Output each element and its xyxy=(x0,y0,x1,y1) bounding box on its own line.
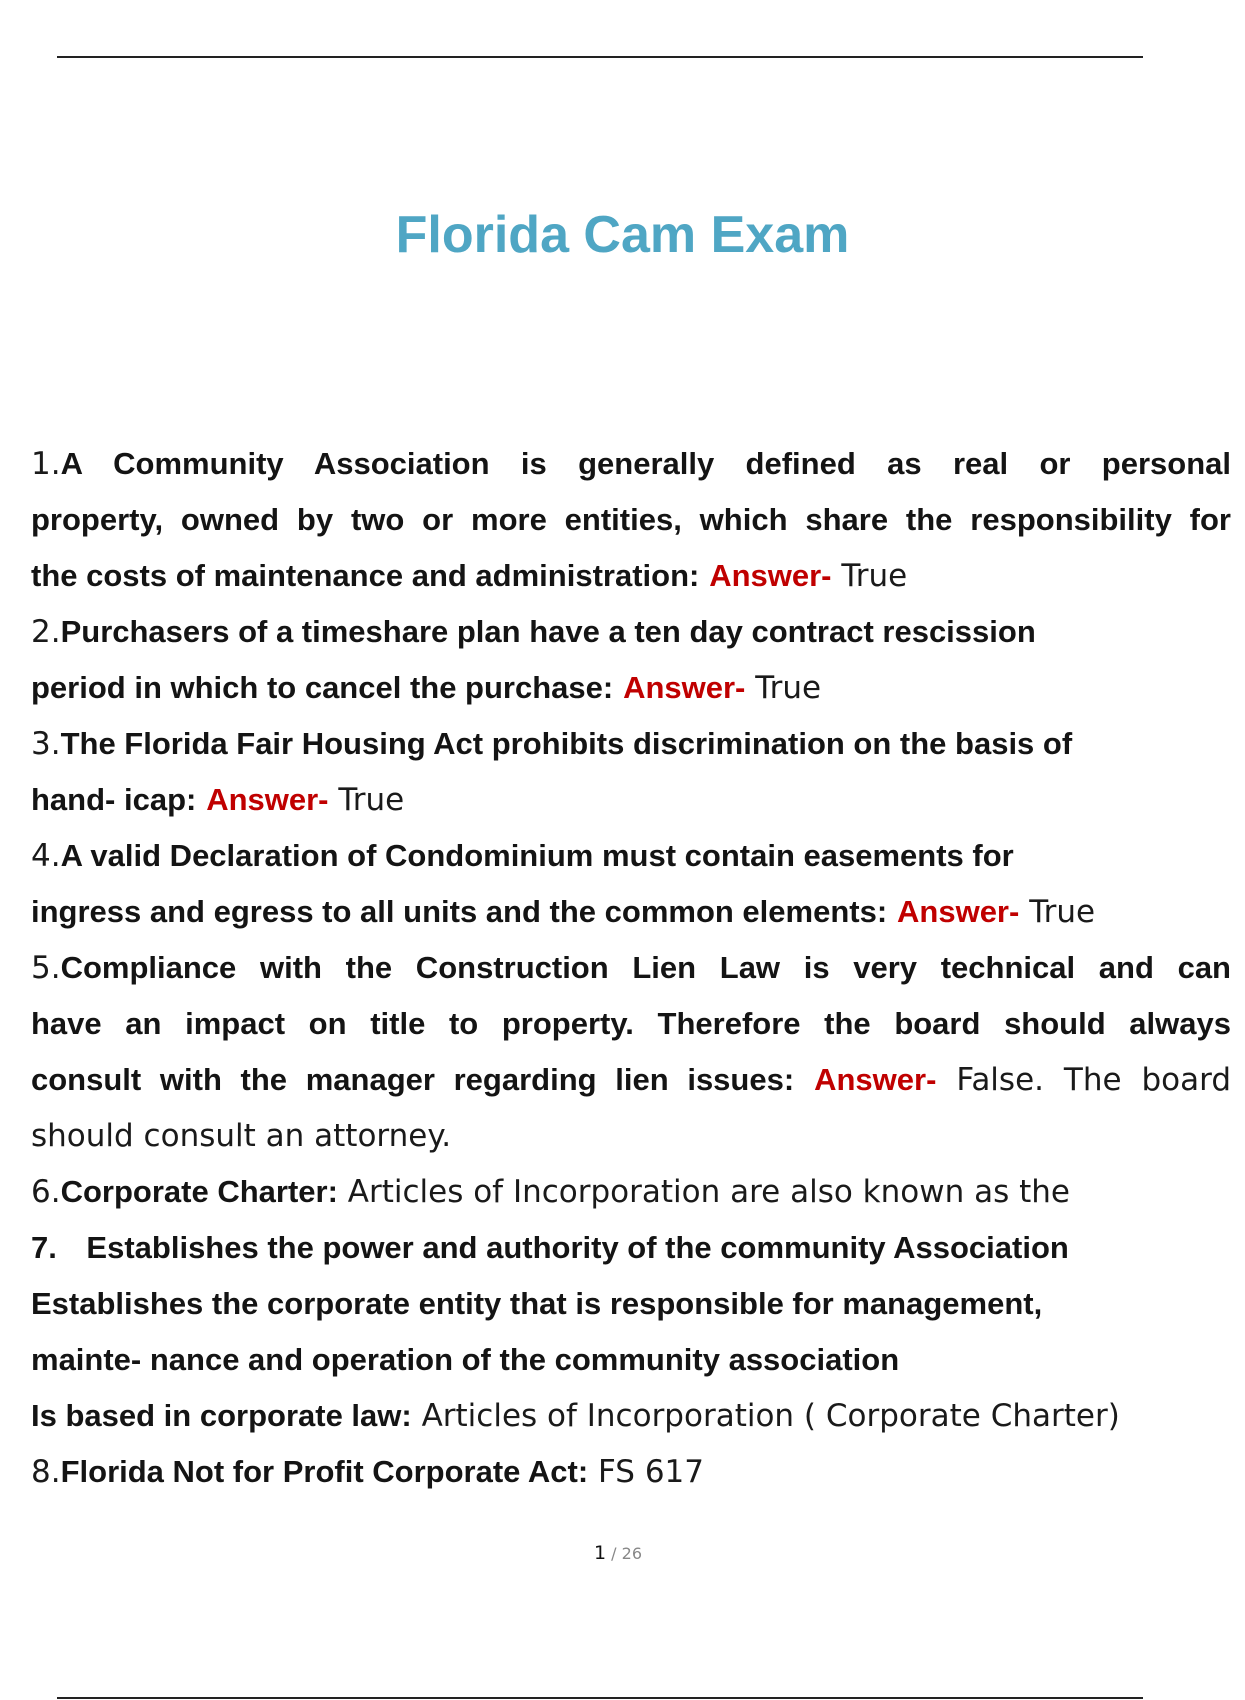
term-text: Corporate Charter: xyxy=(60,1174,338,1209)
question-text: mainte- nance and operation of the community association xyxy=(31,1342,900,1377)
list-item-1-line-1 xyxy=(31,436,1231,492)
item-number: 6. xyxy=(31,1174,61,1210)
list-item-5-line-2 xyxy=(31,996,1231,1052)
list-item-4-line-1 xyxy=(31,828,1200,884)
total-pages: 26 xyxy=(621,1544,643,1563)
list-item-2-line-2 xyxy=(31,660,1200,716)
question-text: Purchasers of a timeshare plan have a ten day contract rescission xyxy=(60,614,1036,649)
bottom-rule xyxy=(57,1697,1143,1699)
question-text: Compliance with the Construction Lien Law is very technical and can xyxy=(60,950,1231,985)
question-text: ingress and egress to all units and the common elements: xyxy=(31,894,888,929)
question-text: consult with the manager regarding lien issues: xyxy=(31,1062,795,1097)
answer-text: True xyxy=(338,782,405,818)
question-text: A Community Association is generally defined as real or personal xyxy=(60,446,1231,481)
question-text: period in which to cancel the purchase: xyxy=(31,670,614,705)
definition-text: Articles of Incorporation are also known as the xyxy=(347,1174,1070,1210)
term-text: Is based in corporate law: xyxy=(31,1398,412,1433)
question-text: hand- icap: xyxy=(31,782,197,817)
item-number: 5. xyxy=(31,950,61,986)
item-number: 4. xyxy=(31,838,61,874)
definition-text: Articles of Incorporation ( Corporate Charter) xyxy=(421,1398,1120,1434)
list-item-3-line-1 xyxy=(31,716,1200,772)
answer-text: True xyxy=(841,558,908,594)
list-item-8-line-1 xyxy=(31,1444,1200,1500)
list-item-7-line-3 xyxy=(31,1332,1200,1388)
answer-label: Answer- xyxy=(814,1062,937,1097)
list-item-2-line-1 xyxy=(31,604,1200,660)
item-number: 1. xyxy=(31,446,61,482)
list-item-5-line-3 xyxy=(31,1052,1231,1108)
question-list xyxy=(31,436,1231,1500)
list-item-7-line-4 xyxy=(31,1388,1200,1444)
current-page: 1 xyxy=(593,1542,607,1564)
list-item-6-line-1 xyxy=(31,1164,1200,1220)
list-item-7-line-2 xyxy=(31,1276,1200,1332)
answer-text: True xyxy=(1029,894,1096,930)
answer-text-continued: should consult an attorney. xyxy=(31,1118,452,1154)
answer-label: Answer- xyxy=(206,782,329,817)
document-title: Florida Cam Exam xyxy=(395,206,850,264)
list-item-3-line-2 xyxy=(31,772,1200,828)
question-text: Establishes the power and authority of the community Association xyxy=(86,1230,1069,1265)
answer-label: Answer- xyxy=(897,894,1020,929)
answer-text: True xyxy=(755,670,822,706)
answer-label: Answer- xyxy=(709,558,832,593)
question-text: have an impact on title to property. Therefore the board should always xyxy=(31,1006,1231,1041)
definition-text: FS 617 xyxy=(598,1454,704,1490)
list-item-5-line-4 xyxy=(31,1108,1200,1164)
question-text: Establishes the corporate entity that is responsible for management, xyxy=(31,1286,1043,1321)
term-text: Florida Not for Profit Corporate Act: xyxy=(60,1454,589,1489)
list-item-5-line-1 xyxy=(31,940,1231,996)
list-item-4-line-2 xyxy=(31,884,1200,940)
item-number: 8. xyxy=(31,1454,61,1490)
top-rule xyxy=(57,56,1143,58)
answer-text: False. The board xyxy=(956,1062,1231,1098)
question-text: the costs of maintenance and administration: xyxy=(31,558,700,593)
question-text: The Florida Fair Housing Act prohibits discrimination on the basis of xyxy=(60,726,1073,761)
question-text: property, owned by two or more entities, which share the responsibility for xyxy=(31,502,1231,537)
list-item-1-line-3 xyxy=(31,548,1200,604)
list-item-1-line-2 xyxy=(31,492,1231,548)
list-item-7-line-1 xyxy=(31,1220,1200,1276)
answer-label: Answer- xyxy=(623,670,746,705)
page-separator: / xyxy=(611,1544,617,1563)
item-number: 3. xyxy=(31,726,61,762)
item-number: 7. xyxy=(31,1230,57,1265)
question-text: A valid Declaration of Condominium must contain easements for xyxy=(60,838,1014,873)
item-number: 2. xyxy=(31,614,61,650)
page-indicator xyxy=(0,1542,1236,1564)
